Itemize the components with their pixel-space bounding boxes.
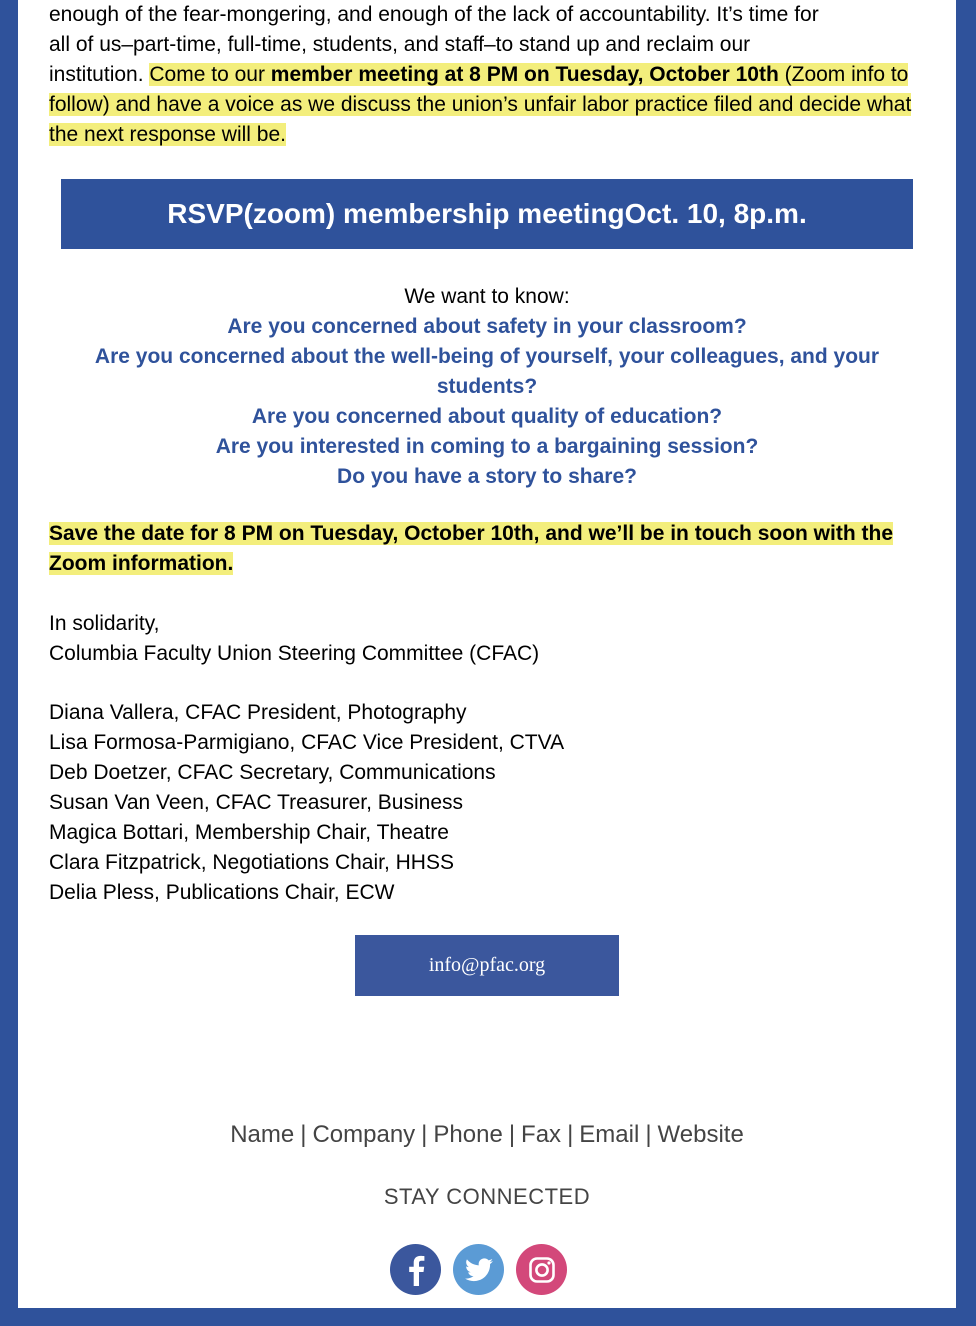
- rsvp-button[interactable]: RSVP(zoom) membership meetingOct. 10, 8p.m.: [61, 179, 913, 249]
- twitter-icon[interactable]: [453, 1244, 504, 1295]
- instagram-icon[interactable]: [516, 1244, 567, 1295]
- intro-highlight-rest: (Zoom info to follow) and have a voice as we discuss the union’s unfair labor practice filed and decide what the next response will be.: [49, 63, 912, 146]
- footer-link-name[interactable]: Name: [230, 1121, 295, 1148]
- question-item: Are you interested in coming to a bargaining session?: [215, 435, 759, 458]
- save-the-date-text: Save the date for 8 PM on Tuesday, October 10th, and we’ll be in touch soon with the Zoom information.: [49, 522, 894, 575]
- footer-separator: |: [567, 1121, 574, 1148]
- footer-separator: |: [508, 1121, 516, 1148]
- footer-links: [18, 1121, 956, 1149]
- email-button[interactable]: info@pfac.org: [355, 935, 619, 996]
- footer-link-fax[interactable]: Fax: [521, 1121, 562, 1148]
- closing-text: In solidarity,: [49, 612, 160, 635]
- footer-separator: |: [645, 1121, 652, 1148]
- question-item: Are you concerned about the well-being of yourself, your colleagues, and your students?: [94, 345, 880, 398]
- social-icons: [390, 1244, 590, 1296]
- footer-link-company[interactable]: Company: [312, 1121, 416, 1148]
- officer-item: Susan Van Veen, CFAC Treasurer, Business: [49, 791, 464, 814]
- footer-separator: |: [300, 1121, 307, 1148]
- meeting-date-bold: member meeting at 8 PM on Tuesday, October 10th: [270, 63, 779, 86]
- intro-highlight-start: Come to our: [149, 63, 271, 86]
- facebook-icon[interactable]: [390, 1244, 441, 1295]
- question-item: Do you have a story to share?: [337, 465, 637, 488]
- officer-item: Magica Bottari, Membership Chair, Theatre: [49, 821, 449, 844]
- officers-list: [49, 698, 929, 908]
- footer-separator: |: [421, 1121, 428, 1148]
- officer-item: Lisa Formosa-Parmigiano, CFAC Vice President, CTVA: [49, 731, 565, 754]
- question-item: Are you concerned about quality of education?: [251, 405, 723, 428]
- question-item: Are you concerned about safety in your classroom?: [227, 315, 747, 338]
- intro-line-3: institution.: [49, 63, 150, 86]
- questions-lead: We want to know:: [404, 285, 570, 308]
- footer-link-email[interactable]: Email: [579, 1121, 640, 1148]
- committee-name: Columbia Faculty Union Steering Committee (CFAC): [49, 642, 540, 665]
- intro-line-1: enough of the fear-mongering, and enough of the lack of accountability. It’s time for: [49, 3, 819, 26]
- intro-line-2: all of us–part-time, full-time, students, and staff–to stand up and reclaim our: [49, 33, 751, 56]
- signoff: [49, 609, 929, 669]
- footer-link-phone[interactable]: Phone: [433, 1121, 503, 1148]
- save-the-date: [49, 519, 929, 579]
- officer-item: Diana Vallera, CFAC President, Photography: [49, 701, 467, 724]
- officer-item: Deb Doetzer, CFAC Secretary, Communications: [49, 761, 496, 784]
- email-body: [18, 0, 956, 1308]
- intro-highlight: [49, 63, 911, 146]
- footer-link-website[interactable]: Website: [657, 1121, 744, 1148]
- intro-paragraph: [49, 0, 929, 150]
- officer-item: Clara Fitzpatrick, Negotiations Chair, HHSS: [49, 851, 454, 874]
- questions-block: [49, 282, 925, 492]
- stay-connected-heading: STAY CONNECTED: [383, 1184, 591, 1209]
- officer-item: Delia Pless, Publications Chair, ECW: [49, 881, 395, 904]
